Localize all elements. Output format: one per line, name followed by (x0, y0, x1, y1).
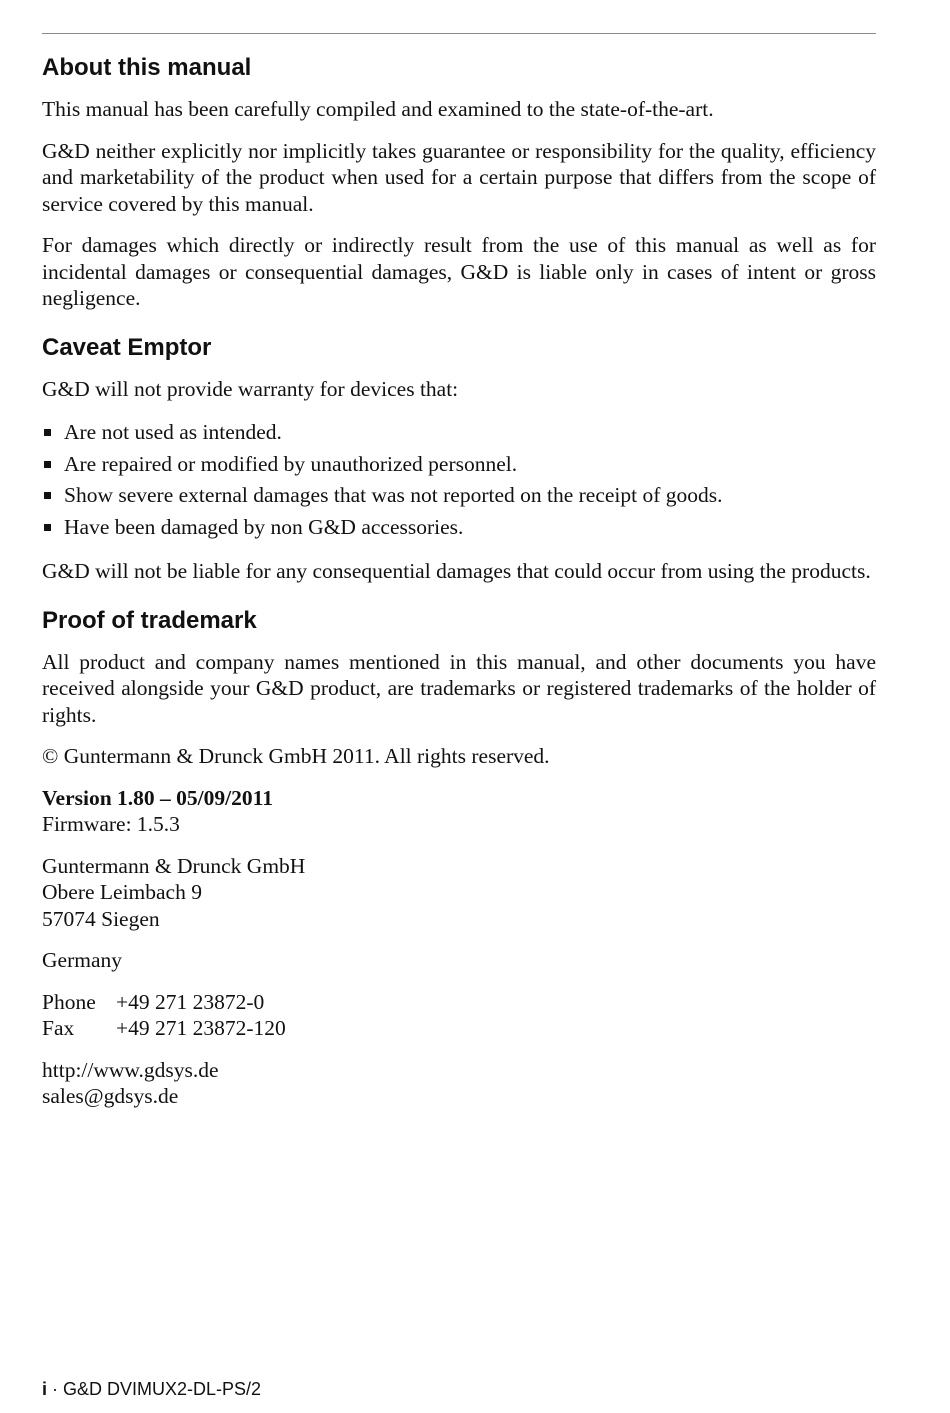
bullet-square-icon (44, 429, 51, 436)
caveat-heading: Caveat Emptor (42, 333, 212, 361)
bullet-square-icon (44, 492, 51, 499)
caveat-outro: G&D will not be liable for any consequential damages that could occur from using the products. (42, 559, 871, 583)
page-footer (42, 1378, 261, 1400)
trademark-heading: Proof of trademark (42, 606, 257, 634)
version-block (42, 785, 876, 838)
about-paragraph-1: This manual has been carefully compiled and examined to the state-of-the-art. (42, 97, 714, 121)
web-email-block (42, 1057, 876, 1110)
fax-label: Fax (42, 1016, 75, 1040)
version-label: Version 1.80 – 05/09/2011 (42, 785, 273, 810)
email-link[interactable]: sales@gdsys.de (42, 1084, 179, 1108)
caveat-list-item (42, 449, 876, 481)
fax-number: +49 271 23872-120 (116, 1016, 286, 1040)
page-content (42, 54, 876, 1125)
address-block (42, 853, 876, 933)
street-address: Obere Leimbach 9 (42, 880, 202, 904)
section-about (42, 54, 876, 312)
phone-label: Phone (42, 989, 96, 1014)
phone-row (42, 989, 876, 1016)
manual-page (42, 0, 876, 1413)
section-caveat (42, 334, 876, 585)
caveat-item-text: Show severe external damages that was not reported on the receipt of goods. (64, 483, 723, 507)
footer-separator: · (47, 1379, 64, 1399)
caveat-list-item (42, 480, 876, 512)
top-rule (42, 33, 876, 34)
bullet-square-icon (44, 524, 51, 531)
website-link[interactable]: http://www.gdsys.de (42, 1057, 219, 1082)
about-paragraph-3: For damages which directly or indirectly result from the use of this manual as well as for incidental damages or consequential damages, G&D is liable only in cases of intent or gross negligence. (42, 233, 876, 310)
fax-row (42, 1015, 876, 1042)
about-heading: About this manual (42, 54, 252, 81)
company-name: Guntermann & Drunck GmbH (42, 853, 306, 878)
caveat-intro: G&D will not provide warranty for devices that: (42, 376, 459, 401)
caveat-list-item (42, 417, 876, 449)
bullet-square-icon (44, 461, 51, 468)
copyright-notice: © Guntermann & Drunck GmbH 2011. All rights reserved. (42, 744, 550, 768)
phone-fax-block (42, 989, 876, 1042)
caveat-item-text: Are repaired or modified by unauthorized personnel. (64, 451, 518, 476)
trademark-paragraph: All product and company names mentioned in this manual, and other documents you have received alongside your G&D product, are trademarks or registered trademarks of the holder of rights. (42, 649, 876, 727)
page-number: i (42, 1379, 48, 1399)
caveat-item-text: Are not used as intended. (64, 420, 282, 444)
caveat-list (42, 417, 876, 543)
country: Germany (42, 948, 122, 972)
caveat-list-item (42, 512, 876, 544)
city-postcode: 57074 Siegen (42, 906, 160, 931)
footer-product-name: G&D DVIMUX2-DL-PS/2 (63, 1379, 262, 1399)
about-paragraph-2: G&D neither explicitly nor implicitly takes guarantee or responsibility for the quality, efficiency and marketability of the product when used for a certain purpose that differs from the scope of service covered by this manual. (42, 138, 876, 216)
caveat-item-text: Have been damaged by non G&D accessories. (64, 514, 464, 539)
firmware-label: Firmware: 1.5.3 (42, 812, 180, 836)
phone-number: +49 271 23872-0 (116, 989, 265, 1014)
country-block (42, 947, 876, 974)
section-trademark (42, 607, 876, 770)
